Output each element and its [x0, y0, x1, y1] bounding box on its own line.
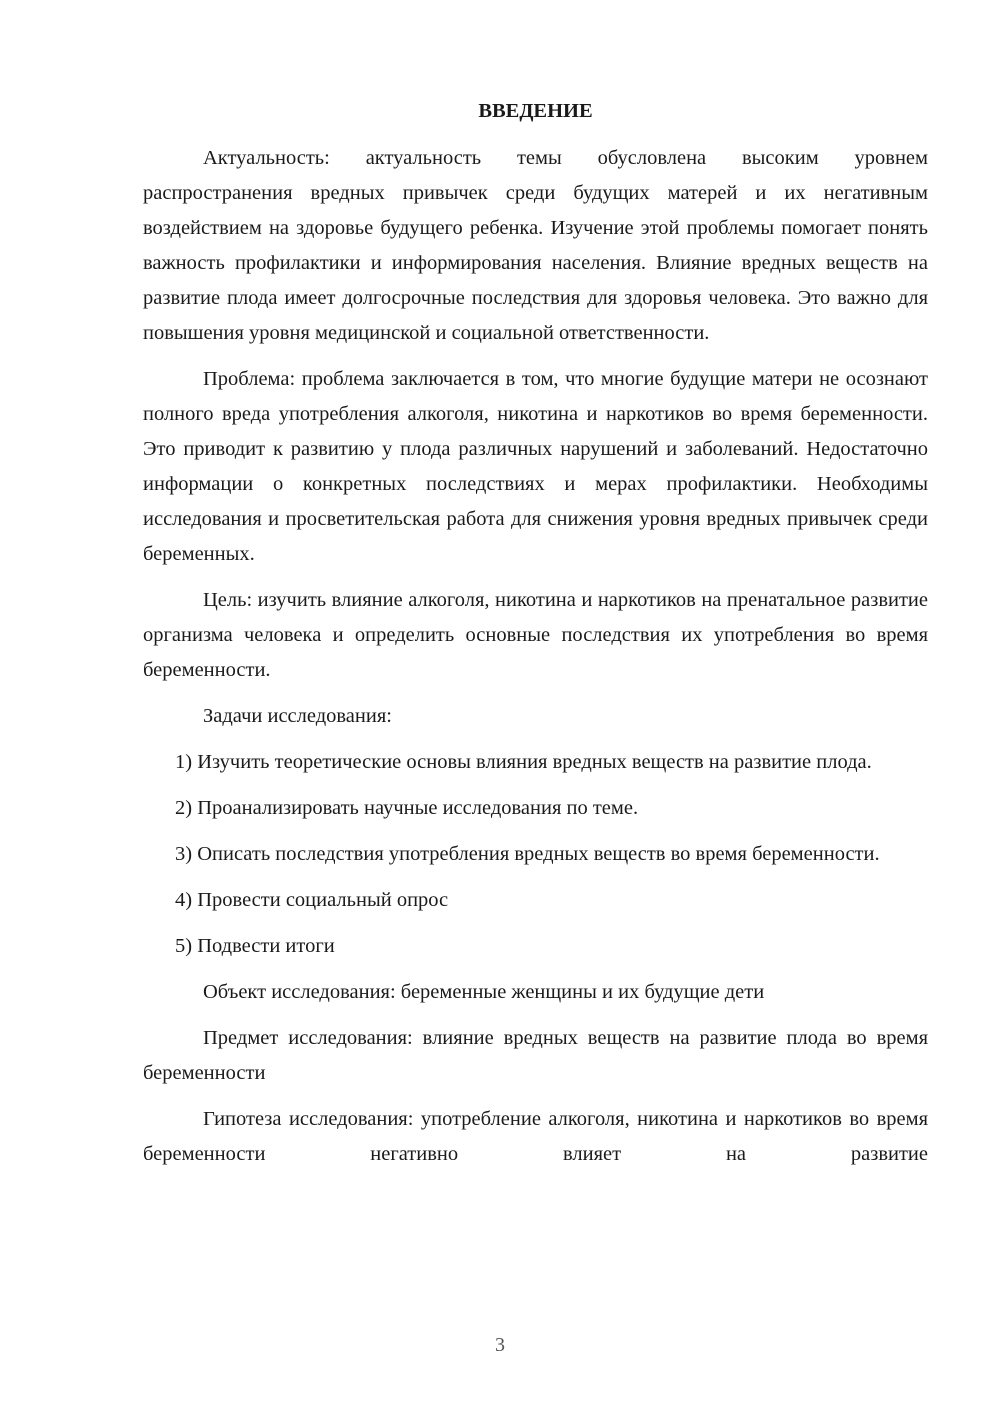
list-item: 2) Проанализировать научные исследования по теме. [175, 797, 639, 819]
document-page [143, 94, 928, 1183]
paragraph-problem: Проблема: проблема заключается в том, что многие будущие матери не осознают полного вреда употребления алкоголя, никотина и наркотиков во время беременности. Это приводит к развитию у плода различных нарушений и заболеваний. Недостаточно информации о конкретных последствиях и мерах профилактики. Необходимы исследования и просветительская работа для снижения уровня вредных привычек среди беременных. [143, 368, 928, 565]
list-item: 4) Провести социальный опрос [175, 889, 449, 911]
paragraph-relevance: Актуальность: актуальность темы обусловлена высоким уровнем распространения вредных привычек среди будущих матерей и их негативным воздействием на здоровье будущего ребенка. Изучение этой проблемы помогает понять важность профилактики и информирования населения. Влияние вредных веществ на развитие плода имеет долгосрочные последствия для здоровья человека. Это важно для повышения уровня медицинской и социальной ответственности. [143, 147, 928, 344]
list-item: 5) Подвести итоги [175, 935, 335, 957]
tasks-heading: Задачи исследования: [203, 705, 392, 727]
list-item: 1) Изучить теоретические основы влияния вредных веществ на развитие плода. [175, 751, 872, 773]
paragraph-goal: Цель: изучить влияние алкоголя, никотина и наркотиков на пренатальное развитие организма человека и определить основные последствия их употребления во время беременности. [143, 589, 928, 681]
page-number: 3 [495, 1334, 505, 1356]
list-item: 3) Описать последствия употребления вредных веществ во время беременности. [175, 843, 880, 865]
page-title: ВВЕДЕНИЕ [478, 100, 593, 122]
paragraph-subject: Предмет исследования: влияние вредных веществ на развитие плода во время беременности [143, 1027, 928, 1084]
paragraph-object: Объект исследования: беременные женщины и их будущие дети [203, 981, 765, 1003]
paragraph-hypothesis: Гипотеза исследования: употребление алкоголя, никотина и наркотиков во время беременности негативно влияет на развитие [143, 1108, 928, 1165]
tasks-list [143, 745, 928, 964]
